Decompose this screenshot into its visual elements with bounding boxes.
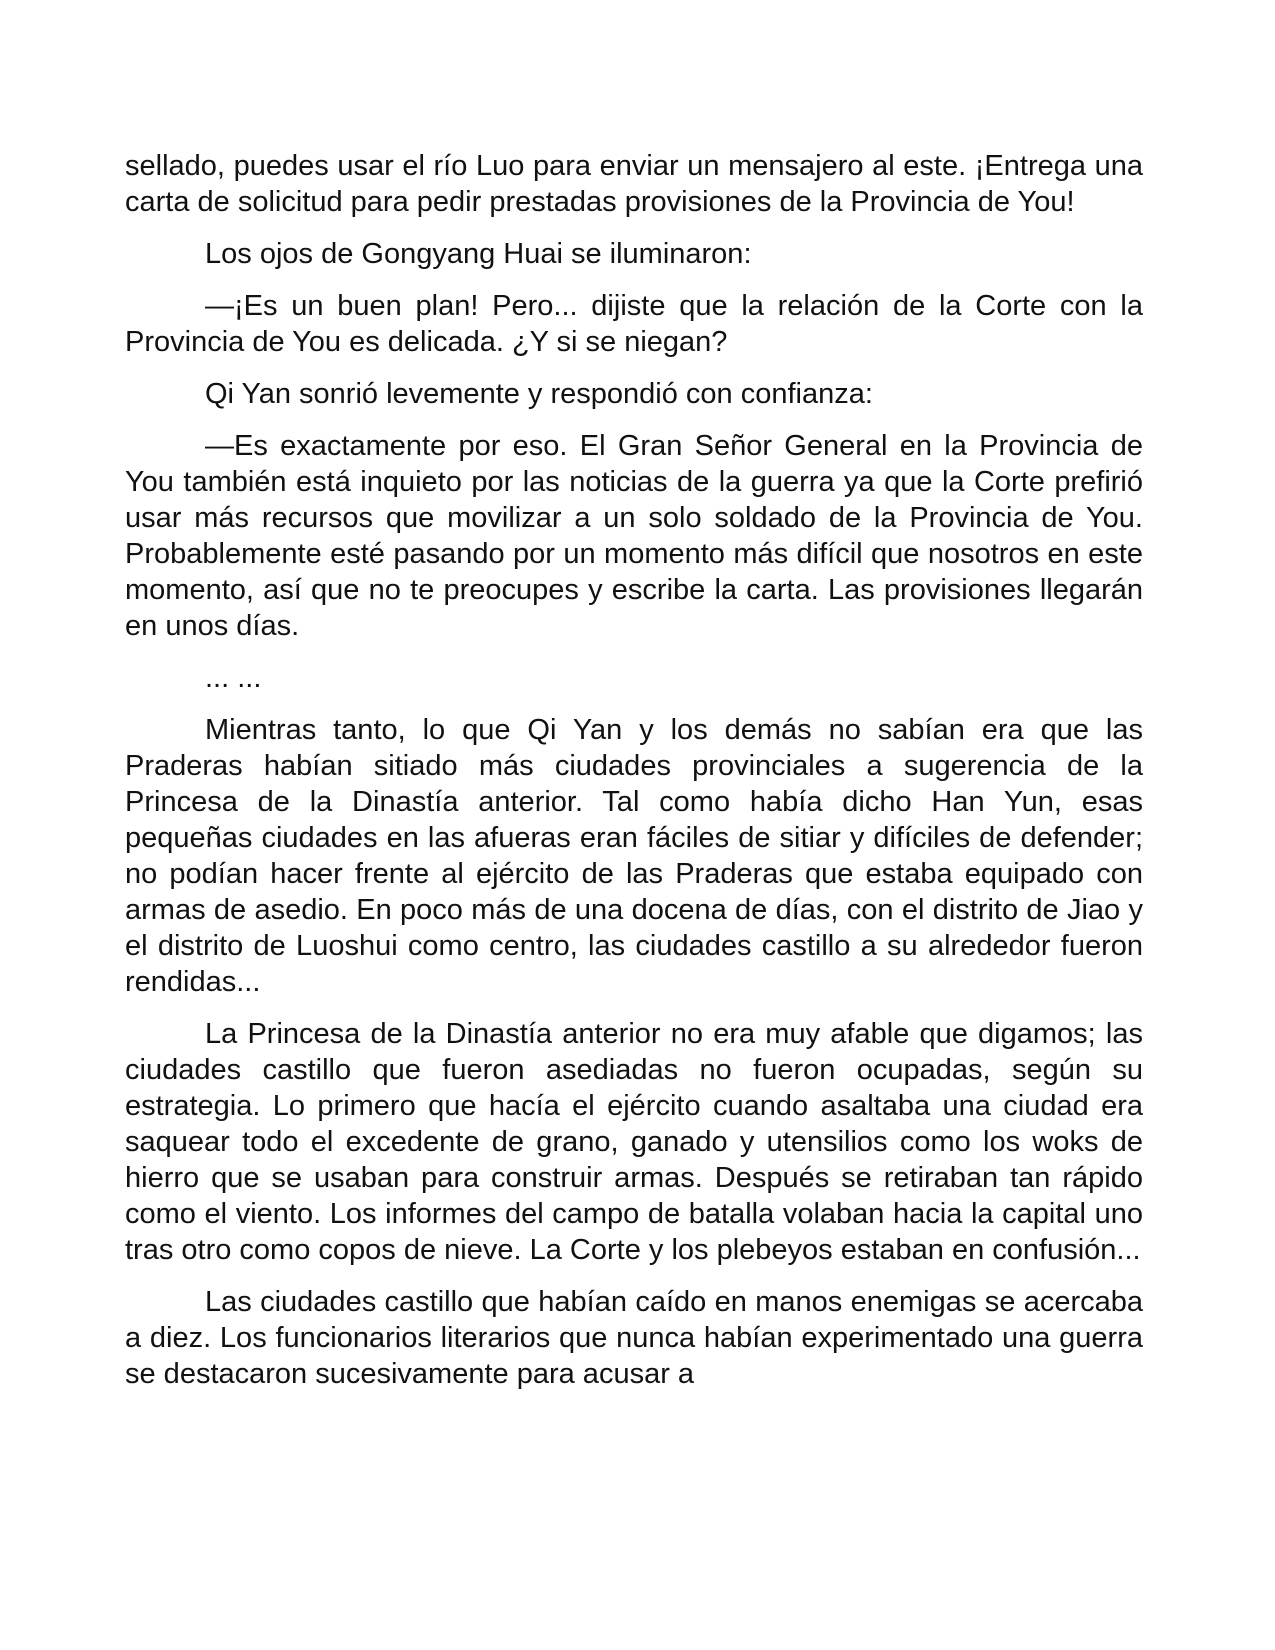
paragraph: Mientras tanto, lo que Qi Yan y los demás no sabían era que las Praderas habían sitiado más ciudades provinciales a sugerencia de la Princesa de la Dinastía anterior. Tal como había dicho Han Yun, esas pequeñas ciudades en las afueras eran fáciles de sitiar y difíciles de defender; no podían hacer frente al ejército de las Praderas que estaba equipado con armas de asedio. En poco más de una docena de días, con el distrito de Jiao y el distrito de Luoshui como centro, las ciudades castillo a su alrededor fueron rendidas... — [125, 714, 1143, 998]
paragraph: Las ciudades castillo que habían caído en manos enemigas se acercaba a diez. Los funcionarios literarios que nunca habían experimentado una guerra se destacaron sucesivamente para acusar a — [125, 1286, 1143, 1390]
paragraph: —Es exactamente por eso. El Gran Señor General en la Provincia de You también está inquieto por las noticias de la guerra ya que la Corte prefirió usar más recursos que movilizar a un solo soldado de la Provincia de You. Probablemente esté pasando por un momento más difícil que nosotros en este momento, así que no te preocupes y escribe la carta. Las provisiones llegarán en unos días. — [125, 430, 1143, 642]
scene-break: ... ... — [205, 662, 262, 694]
paragraph: —¡Es un buen plan! Pero... dijiste que la relación de la Corte con la Provincia de You es delicada. ¿Y si se niegan? — [125, 290, 1143, 358]
paragraph: Qi Yan sonrió levemente y respondió con confianza: — [205, 378, 873, 410]
document-page — [125, 148, 1143, 1392]
paragraph: Los ojos de Gongyang Huai se iluminaron: — [205, 238, 752, 270]
paragraph: sellado, puedes usar el río Luo para enviar un mensajero al este. ¡Entrega una carta de solicitud para pedir prestadas provisiones de la Provincia de You! — [125, 150, 1143, 218]
paragraph: La Princesa de la Dinastía anterior no era muy afable que digamos; las ciudades castillo que fueron asediadas no fueron ocupadas, según su estrategia. Lo primero que hacía el ejército cuando asaltaba una ciudad era saquear todo el excedente de grano, ganado y utensilios como los woks de hierro que se usaban para construir armas. Después se retiraban tan rápido como el viento. Los informes del campo de batalla volaban hacia la capital uno tras otro como copos de nieve. La Corte y los plebeyos estaban en confusión... — [125, 1018, 1143, 1266]
